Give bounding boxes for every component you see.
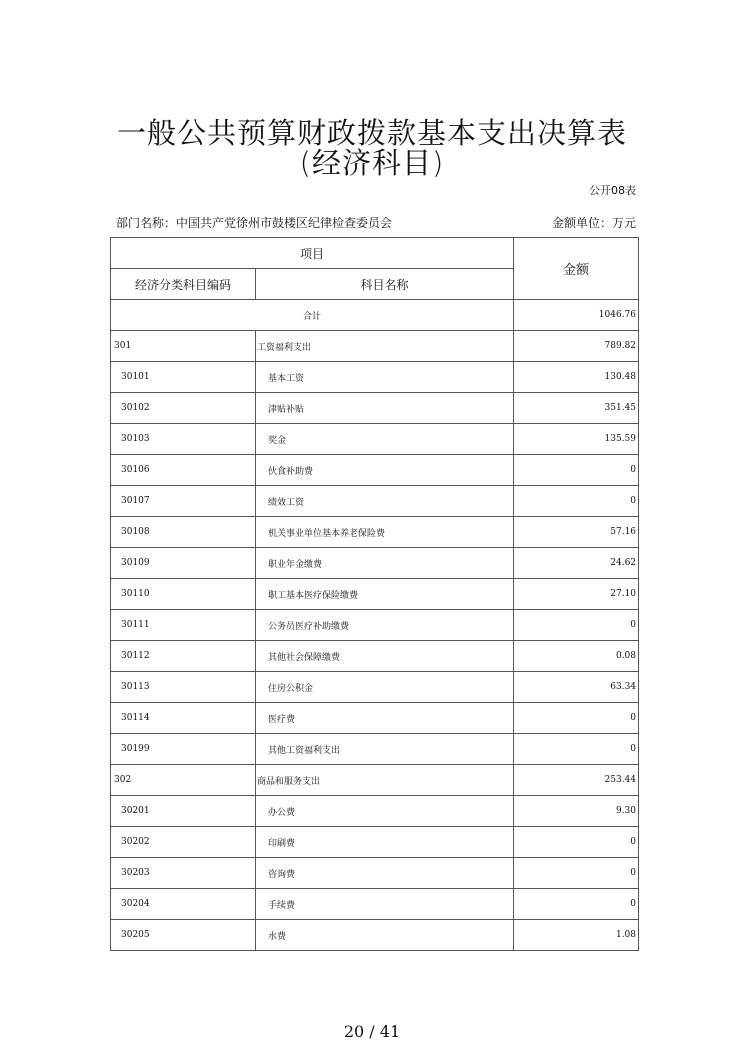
row-name: 医疗费 xyxy=(256,703,514,734)
row-name: 手续费 xyxy=(256,889,514,920)
header-name: 科目名称 xyxy=(256,269,514,300)
row-amount: 0 xyxy=(514,610,639,641)
table-row xyxy=(111,920,639,951)
row-name: 印刷费 xyxy=(256,827,514,858)
row-amount: 9.30 xyxy=(514,796,639,827)
row-code: 30109 xyxy=(111,548,256,579)
row-name: 其他社会保障缴费 xyxy=(256,641,514,672)
row-code: 30102 xyxy=(111,393,256,424)
table-row xyxy=(111,672,639,703)
row-name: 职工基本医疗保险缴费 xyxy=(256,579,514,610)
table-row xyxy=(111,858,639,889)
row-name: 住房公积金 xyxy=(256,672,514,703)
row-name: 公务员医疗补助缴费 xyxy=(256,610,514,641)
row-amount: 351.45 xyxy=(514,393,639,424)
table-row xyxy=(111,393,639,424)
row-amount: 0 xyxy=(514,486,639,517)
header-project: 项目 xyxy=(111,238,514,269)
row-amount: 0 xyxy=(514,455,639,486)
table-row xyxy=(111,486,639,517)
amount-unit: 金额单位：万元 xyxy=(551,216,636,230)
row-code: 30202 xyxy=(111,827,256,858)
row-name: 其他工资福利支出 xyxy=(256,734,514,765)
report-title: 一般公共预算财政拨款基本支出决算表 xyxy=(116,116,627,150)
row-code: 30204 xyxy=(111,889,256,920)
expenditure-table xyxy=(110,237,639,951)
row-code: 30103 xyxy=(111,424,256,455)
row-code: 30110 xyxy=(111,579,256,610)
row-amount: 789.82 xyxy=(514,331,639,362)
row-name: 商品和服务支出 xyxy=(256,765,514,796)
row-code: 30101 xyxy=(111,362,256,393)
row-name: 水费 xyxy=(256,920,514,951)
row-code: 30199 xyxy=(111,734,256,765)
total-row xyxy=(111,300,639,331)
table-row xyxy=(111,765,639,796)
row-amount: 0.08 xyxy=(514,641,639,672)
row-amount: 0 xyxy=(514,703,639,734)
table-row xyxy=(111,579,639,610)
row-code: 30106 xyxy=(111,455,256,486)
row-name: 机关事业单位基本养老保险费 xyxy=(256,517,514,548)
total-label: 合计 xyxy=(111,300,514,331)
row-amount: 130.48 xyxy=(514,362,639,393)
table-row xyxy=(111,517,639,548)
row-name: 津贴补贴 xyxy=(256,393,514,424)
report-subtitle: (经济科目) xyxy=(299,146,445,180)
row-name: 奖金 xyxy=(256,424,514,455)
table-row xyxy=(111,827,639,858)
row-amount: 0 xyxy=(514,734,639,765)
table-row xyxy=(111,703,639,734)
row-name: 办公费 xyxy=(256,796,514,827)
row-amount: 27.10 xyxy=(514,579,639,610)
table-row xyxy=(111,796,639,827)
header-row xyxy=(111,238,639,269)
table-row xyxy=(111,548,639,579)
row-name: 咨询费 xyxy=(256,858,514,889)
page-number: 20 / 41 xyxy=(343,1022,401,1041)
row-amount: 253.44 xyxy=(514,765,639,796)
table-row xyxy=(111,331,639,362)
row-amount: 63.34 xyxy=(514,672,639,703)
table-row xyxy=(111,889,639,920)
total-value: 1046.76 xyxy=(514,300,639,331)
row-amount: 1.08 xyxy=(514,920,639,951)
row-code: 30111 xyxy=(111,610,256,641)
table-row xyxy=(111,610,639,641)
row-amount: 24.62 xyxy=(514,548,639,579)
table-row xyxy=(111,641,639,672)
row-code: 30114 xyxy=(111,703,256,734)
table-row xyxy=(111,362,639,393)
row-code: 302 xyxy=(111,765,256,796)
table-row xyxy=(111,424,639,455)
row-name: 伙食补助费 xyxy=(256,455,514,486)
table-row xyxy=(111,734,639,765)
row-code: 30205 xyxy=(111,920,256,951)
row-amount: 0 xyxy=(514,858,639,889)
row-code: 30113 xyxy=(111,672,256,703)
row-code: 30112 xyxy=(111,641,256,672)
row-amount: 0 xyxy=(514,827,639,858)
header-code: 经济分类科目编码 xyxy=(111,269,256,300)
row-name: 绩效工资 xyxy=(256,486,514,517)
header-amount: 金额 xyxy=(514,238,639,300)
row-code: 30201 xyxy=(111,796,256,827)
row-code: 30107 xyxy=(111,486,256,517)
row-amount: 0 xyxy=(514,889,639,920)
row-amount: 57.16 xyxy=(514,517,639,548)
row-code: 301 xyxy=(111,331,256,362)
row-code: 30203 xyxy=(111,858,256,889)
table-row xyxy=(111,455,639,486)
form-number: 公开08表 xyxy=(589,184,636,197)
department-name: 部门名称：中国共产党徐州市鼓楼区纪律检查委员会 xyxy=(116,216,393,230)
row-name: 工资福利支出 xyxy=(256,331,514,362)
row-name: 职业年金缴费 xyxy=(256,548,514,579)
row-amount: 135.59 xyxy=(514,424,639,455)
row-code: 30108 xyxy=(111,517,256,548)
row-name: 基本工资 xyxy=(256,362,514,393)
